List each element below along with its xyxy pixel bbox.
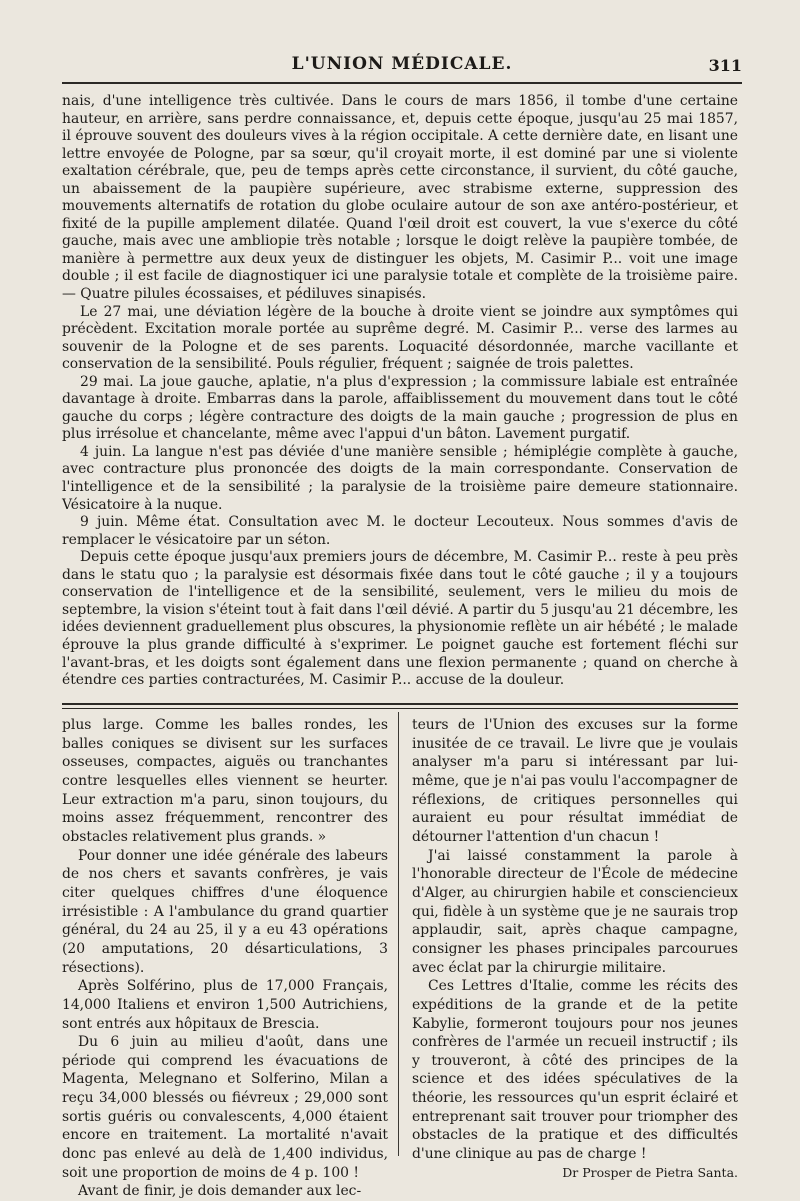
right-column xyxy=(412,716,738,1182)
paragraph: 9 juin. Même état. Consultation avec M. le docteur Lecouteux. Nous sommes d'avis de remplacer le vésicatoire par un séton. xyxy=(62,514,738,548)
paragraph: plus large. Comme les balles rondes, les balles coniques se divisent sur les surfaces osseuses, compactes, aiguës ou tranchantes contre lesquelles elles viennent se heurter. Leur extraction m'a paru, sinon toujours, du moins assez fréquemment, rencontrer des obstacles relativement plus grands. » xyxy=(62,717,388,845)
case-report-block xyxy=(62,93,738,690)
paragraph: Le 27 mai, une déviation légère de la bouche à droite vient se joindre aux symptômes qui précèdent. Excitation morale portée au suprême degré. M. Casimir P... verse des larmes au souvenir de la Pologne et de ses parents. Loquacité désordonnée, marche vacillante et conservation de la sensibilité. Pouls régulier, fréquent ; saignée de trois palettes. xyxy=(62,303,738,373)
paragraph: Avant de finir, je dois demander aux lec- xyxy=(78,1183,362,1200)
paragraph: Du 6 juin au milieu d'août, dans une période qui comprend les évacuations de Magenta, Melegnano et Solferino, Milan a reçu 34,000 blessés ou fiévreux ; 29,000 sont sortis guéris ou convalescents, 4,000 étaient encore en traitement. La mortalité n'avait donc pas enlevé au delà de 1,400 individus, soit une proportion de moins de 4 p. 100 ! xyxy=(62,1034,388,1181)
column-divider xyxy=(398,712,399,1156)
paragraph: Depuis cette époque jusqu'aux premiers jours de décembre, M. Casimir P... reste à peu près dans le statu quo ; la paralysie est désormais fixée dans tout le côté gauche ; il y a toujours conservation de l'intelligence et de la sensibilité, seulement, vers le milieu du mois de septembre, la vision s'éteint tout à fait dans l'œil dévié. A partir du 5 jusqu'au 21 décembre, les idées deviennent graduellement plus obscures, la physionomie reflète un air hébété ; le malade éprouve la plus grande difficulté à s'exprimer. Le poignet gauche est fortement fléchi sur l'avant-bras, et les doigts sont également dans une flexion permanente ; quand on cherche à étendre ces parties contracturées, M. Casimir P... accuse de la douleur. xyxy=(62,549,738,689)
section-divider xyxy=(62,703,738,709)
paragraph: Après Solférino, plus de 17,000 Français, 14,000 Italiens et environ 1,500 Autrichiens, sont entrés aux hôpitaux de Brescia. xyxy=(62,978,388,1032)
paragraph: J'ai laissé constamment la parole à l'honorable directeur de l'École de médecine d'Alger, au chirurgien habile et consciencieux qui, fidèle à un système que je ne saurais trop applaudir, sait, après chaque campagne, consigner les phases principales parcourues avec éclat par la chirurgie militaire. xyxy=(412,847,738,976)
author-signature: Dr Prosper de Pietra Santa. xyxy=(562,1164,738,1180)
paragraph: 29 mai. La joue gauche, aplatie, n'a plus d'expression ; la commissure labiale est entraînée davantage à droite. Embarras dans la parole, affaiblissement du mouvement dans tout le côté gauche du corps ; légère contracture des doigts de la main gauche ; progression de plus en plus irrésolue et chancelante, même avec l'appui d'un bâton. Lavement purgatif. xyxy=(62,373,738,443)
paragraph: 4 juin. La langue n'est pas déviée d'une manière sensible ; hémiplégie complète à gauche, avec contracture plus prononcée des doigts de la main correspondante. Conservation de l'intelligence et de la sensibilité ; la paralysie de la troisième paire demeure stationnaire. Vésicatoire à la nuque. xyxy=(62,443,738,513)
left-column xyxy=(62,716,388,1201)
page-header xyxy=(62,48,742,84)
paragraph: Pour donner une idée générale des labeurs de nos chers et savants confrères, je vais citer quelques chiffres d'une éloquence irrésistible : A l'ambulance du grand quartier général, du 24 au 25, il y a eu 43 opérations (20 amputations, 20 désarticulations, 3 résections). xyxy=(62,847,388,976)
paragraph: nais, d'une intelligence très cultivée. Dans le cours de mars 1856, il tombe d'une certaine hauteur, en arrière, sans perdre connaissance, et, depuis cette époque, jusqu'au 25 mai 1857, il éprouve souvent des douleurs vives à la région occipitale. A cette dernière date, en lisant une lettre envoyée de Pologne, par sa sœur, qu'il croyait morte, il est dominé par une si violente exaltation cérébrale, que, peu de temps après cette circonstance, il survient, du côté gauche, un abaissement de la paupière supérieure, avec strabisme externe, suppression des mouvements alternatifs de rotation du globe oculaire autour de son axe antéro-postérieur, et fixité de la pupille amplement dilatée. Quand l'œil droit est couvert, la vue s'exerce du côté gauche, mais avec une ambliopie très notable ; lorsque le doigt relève la paupière tombée, de manière à permettre aux deux yeux de distinguer les objets, M. Casimir P... voit une image double ; il est facile de diagnostiquer ici une paralysie totale et complète de la troisième paire. — Quatre pilules écossaises, et pédiluves sinapisés. xyxy=(62,93,738,303)
page-number: 311 xyxy=(708,56,742,75)
paragraph: teurs de l'Union des excuses sur la forme inusitée de ce travail. Le livre que je voulais analyser m'a paru si intéressant par lui-même, que je n'ai pas voulu l'accompagner de réflexions, de critiques personnelles qui auraient eu pour résultat immédiat de détourner l'attention d'un chacun ! xyxy=(412,717,738,845)
paragraph: Ces Lettres d'Italie, comme les récits des expéditions de la grande et de la petite Kabylie, formeront toujours pour nos jeunes confrères de l'armée un recueil instructif ; ils y trouveront, à côté des principes de la science et des idées spéculatives de la théorie, les ressources qu'un esprit éclairé et entreprenant sait trouver pour triompher des obstacles de la pratique et des difficultés d'une clinique au pas de charge ! xyxy=(412,978,738,1163)
journal-title: L'UNION MÉDICALE. xyxy=(291,54,513,74)
